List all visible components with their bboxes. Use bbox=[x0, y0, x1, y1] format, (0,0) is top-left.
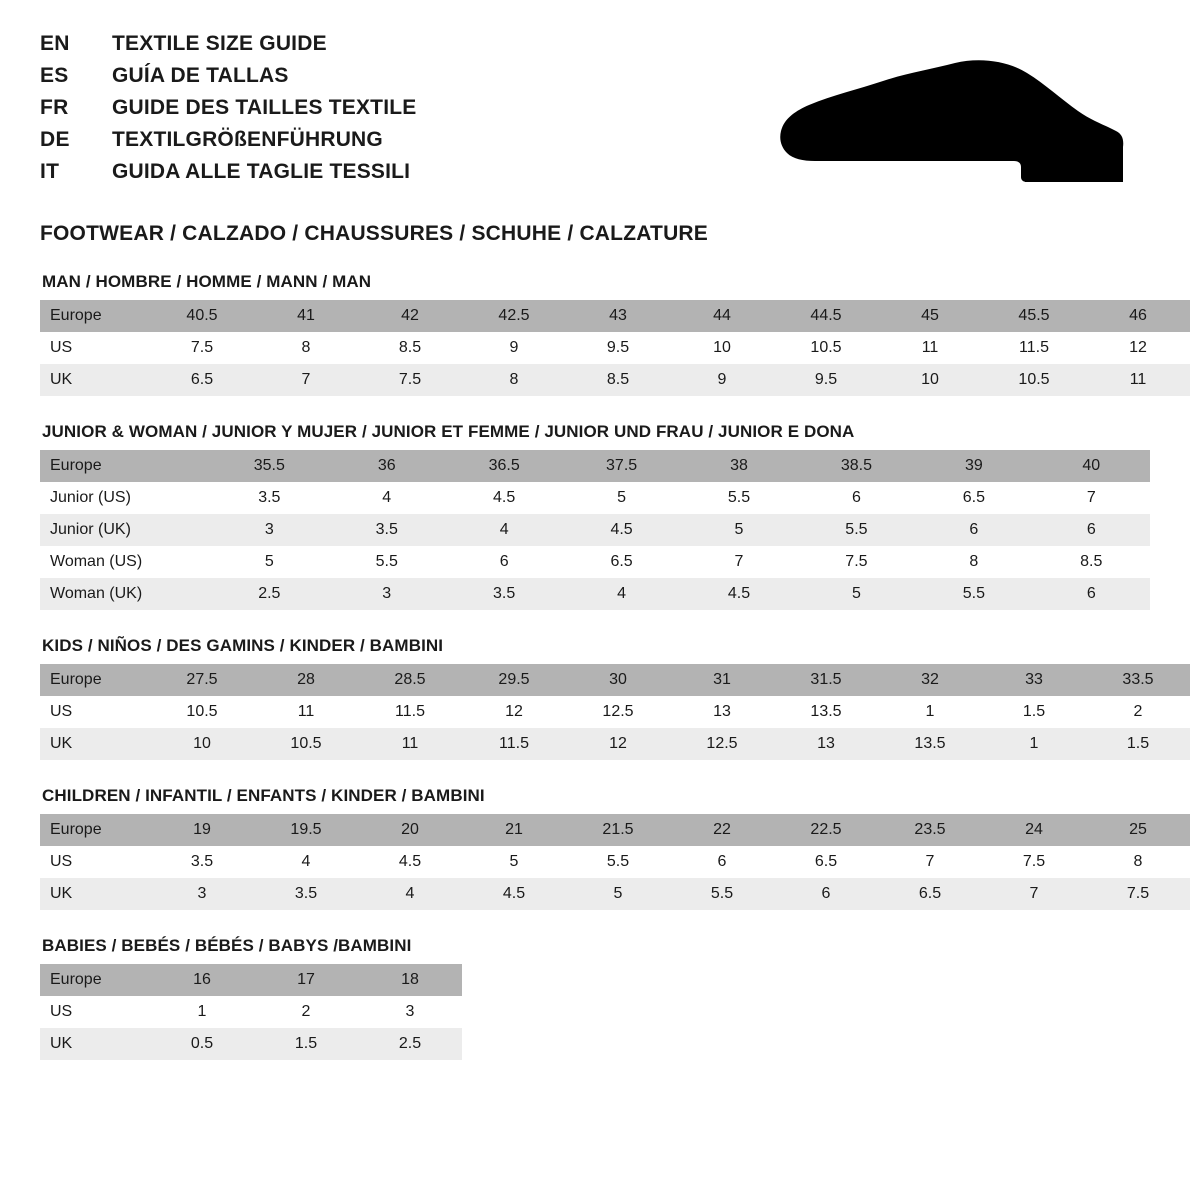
row-label: Europe bbox=[40, 300, 150, 332]
row-label: Europe bbox=[40, 814, 150, 846]
table-row bbox=[40, 878, 1190, 910]
cell: 10.5 bbox=[150, 696, 254, 728]
cell: 4 bbox=[563, 578, 680, 610]
cell: 6.5 bbox=[563, 546, 680, 578]
table-row bbox=[40, 964, 462, 996]
page-header bbox=[40, 32, 1160, 200]
cell: 36.5 bbox=[445, 450, 562, 482]
cell: 6 bbox=[915, 514, 1032, 546]
language-title-list bbox=[40, 32, 416, 192]
cell: 13 bbox=[774, 728, 878, 760]
cell: 45 bbox=[878, 300, 982, 332]
cell: 9.5 bbox=[566, 332, 670, 364]
section-kids bbox=[40, 636, 1160, 760]
cell: 11.5 bbox=[982, 332, 1086, 364]
cell: 13.5 bbox=[774, 696, 878, 728]
cell: 10 bbox=[878, 364, 982, 396]
table-row bbox=[40, 664, 1190, 696]
cell: 8 bbox=[1086, 846, 1190, 878]
row-label: US bbox=[40, 696, 150, 728]
cell: 6 bbox=[798, 482, 915, 514]
section-babies bbox=[40, 936, 1160, 1060]
language-title: GUÍA DE TALLAS bbox=[112, 64, 289, 87]
language-title: GUIDA ALLE TAGLIE TESSILI bbox=[112, 160, 411, 183]
cell: 5 bbox=[680, 514, 797, 546]
cell: 3 bbox=[358, 996, 462, 1028]
table-row bbox=[40, 1028, 462, 1060]
cell: 7.5 bbox=[982, 846, 1086, 878]
cell: 36 bbox=[328, 450, 445, 482]
cell: 8 bbox=[462, 364, 566, 396]
cell: 12.5 bbox=[670, 728, 774, 760]
cell: 42 bbox=[358, 300, 462, 332]
cell: 11 bbox=[254, 696, 358, 728]
cell: 6 bbox=[670, 846, 774, 878]
table-row bbox=[40, 728, 1190, 760]
cell: 5 bbox=[798, 578, 915, 610]
cell: 5.5 bbox=[680, 482, 797, 514]
cell: 31.5 bbox=[774, 664, 878, 696]
section-title: MAN / HOMBRE / HOMME / MANN / MAN bbox=[42, 272, 372, 291]
cell: 22.5 bbox=[774, 814, 878, 846]
table-row bbox=[40, 814, 1190, 846]
cell: 10 bbox=[670, 332, 774, 364]
cell: 3.5 bbox=[150, 846, 254, 878]
size-table-junior-woman bbox=[40, 450, 1150, 610]
cell: 2.5 bbox=[358, 1028, 462, 1060]
section-title: BABIES / BEBÉS / BÉBÉS / BABYS /BAMBINI bbox=[42, 936, 412, 955]
cell: 7 bbox=[680, 546, 797, 578]
cell: 41 bbox=[254, 300, 358, 332]
cell: 37.5 bbox=[563, 450, 680, 482]
cell: 38 bbox=[680, 450, 797, 482]
cell: 10.5 bbox=[774, 332, 878, 364]
cell: 3 bbox=[150, 878, 254, 910]
cell: 19 bbox=[150, 814, 254, 846]
cell: 2 bbox=[254, 996, 358, 1028]
cell: 1.5 bbox=[254, 1028, 358, 1060]
section-title: CHILDREN / INFANTIL / ENFANTS / KINDER / BAMBINI bbox=[42, 786, 485, 805]
size-table-kids bbox=[40, 664, 1190, 760]
cell: 4.5 bbox=[358, 846, 462, 878]
row-label: Woman (US) bbox=[40, 546, 211, 578]
cell: 6.5 bbox=[915, 482, 1032, 514]
table-row bbox=[40, 696, 1190, 728]
cell: 11.5 bbox=[358, 696, 462, 728]
cell: 3 bbox=[328, 578, 445, 610]
cell: 4.5 bbox=[680, 578, 797, 610]
table-row bbox=[40, 846, 1190, 878]
cell: 3.5 bbox=[211, 482, 328, 514]
cell: 7 bbox=[1033, 482, 1150, 514]
cell: 8 bbox=[915, 546, 1032, 578]
table-row bbox=[40, 546, 1150, 578]
cell: 5 bbox=[566, 878, 670, 910]
cell: 3.5 bbox=[445, 578, 562, 610]
row-label: Junior (UK) bbox=[40, 514, 211, 546]
language-title: GUIDE DES TAILLES TEXTILE bbox=[112, 96, 417, 119]
cell: 8.5 bbox=[358, 332, 462, 364]
cell: 11 bbox=[878, 332, 982, 364]
cell: 7 bbox=[254, 364, 358, 396]
row-label: UK bbox=[40, 878, 150, 910]
language-title: TEXTILE SIZE GUIDE bbox=[112, 32, 327, 55]
cell: 5.5 bbox=[566, 846, 670, 878]
row-label: Europe bbox=[40, 964, 150, 996]
table-row bbox=[40, 450, 1150, 482]
table-row bbox=[40, 578, 1150, 610]
cell: 12 bbox=[566, 728, 670, 760]
cell: 2 bbox=[1086, 696, 1190, 728]
cell: 8 bbox=[254, 332, 358, 364]
cell: 33.5 bbox=[1086, 664, 1190, 696]
section-title: JUNIOR & WOMAN / JUNIOR Y MUJER / JUNIOR ET FEMME / JUNIOR UND FRAU / JUNIOR E DONA bbox=[42, 422, 855, 441]
cell: 27.5 bbox=[150, 664, 254, 696]
cell: 9.5 bbox=[774, 364, 878, 396]
cell: 35.5 bbox=[211, 450, 328, 482]
cell: 9 bbox=[670, 364, 774, 396]
cell: 42.5 bbox=[462, 300, 566, 332]
cell: 5.5 bbox=[915, 578, 1032, 610]
cell: 13 bbox=[670, 696, 774, 728]
cell: 6 bbox=[1033, 578, 1150, 610]
cell: 4 bbox=[358, 878, 462, 910]
cell: 11 bbox=[358, 728, 462, 760]
cell: 32 bbox=[878, 664, 982, 696]
section-junior-woman bbox=[40, 422, 1160, 610]
row-label: Woman (UK) bbox=[40, 578, 211, 610]
cell: 8.5 bbox=[566, 364, 670, 396]
table-row bbox=[40, 514, 1150, 546]
cell: 18 bbox=[358, 964, 462, 996]
row-label: US bbox=[40, 332, 150, 364]
cell: 0.5 bbox=[150, 1028, 254, 1060]
cell: 6 bbox=[445, 546, 562, 578]
cell: 7 bbox=[982, 878, 1086, 910]
cell: 16 bbox=[150, 964, 254, 996]
cell: 4 bbox=[328, 482, 445, 514]
cell: 30 bbox=[566, 664, 670, 696]
cell: 1.5 bbox=[982, 696, 1086, 728]
table-row bbox=[40, 364, 1190, 396]
cell: 6.5 bbox=[878, 878, 982, 910]
cell: 5 bbox=[563, 482, 680, 514]
cell: 3.5 bbox=[254, 878, 358, 910]
category-heading: FOOTWEAR / CALZADO / CHAUSSURES / SCHUHE / CALZATURE bbox=[40, 222, 709, 245]
cell: 5.5 bbox=[670, 878, 774, 910]
language-row bbox=[40, 64, 416, 96]
cell: 12 bbox=[1086, 332, 1190, 364]
size-table-babies bbox=[40, 964, 462, 1060]
cell: 6 bbox=[1033, 514, 1150, 546]
cell: 3 bbox=[211, 514, 328, 546]
cell: 7.5 bbox=[1086, 878, 1190, 910]
cell: 7 bbox=[878, 846, 982, 878]
cell: 23.5 bbox=[878, 814, 982, 846]
cell: 3.5 bbox=[328, 514, 445, 546]
language-code: FR bbox=[40, 96, 69, 119]
table-row bbox=[40, 996, 462, 1028]
cell: 28 bbox=[254, 664, 358, 696]
cell: 33 bbox=[982, 664, 1086, 696]
cell: 17 bbox=[254, 964, 358, 996]
cell: 21 bbox=[462, 814, 566, 846]
language-title: TEXTILGRÖßENFÜHRUNG bbox=[112, 128, 383, 151]
cell: 44 bbox=[670, 300, 774, 332]
language-row bbox=[40, 96, 416, 128]
row-label: US bbox=[40, 846, 150, 878]
cell: 40.5 bbox=[150, 300, 254, 332]
cell: 10.5 bbox=[254, 728, 358, 760]
table-row bbox=[40, 482, 1150, 514]
section-man bbox=[40, 272, 1160, 396]
cell: 19.5 bbox=[254, 814, 358, 846]
cell: 22 bbox=[670, 814, 774, 846]
cell: 12 bbox=[462, 696, 566, 728]
cell: 20 bbox=[358, 814, 462, 846]
cell: 7.5 bbox=[798, 546, 915, 578]
cell: 44.5 bbox=[774, 300, 878, 332]
cell: 4.5 bbox=[445, 482, 562, 514]
row-label: Europe bbox=[40, 664, 150, 696]
cell: 11.5 bbox=[462, 728, 566, 760]
table-row bbox=[40, 332, 1190, 364]
language-row bbox=[40, 128, 416, 160]
table-row bbox=[40, 300, 1190, 332]
size-table-children bbox=[40, 814, 1190, 910]
cell: 45.5 bbox=[982, 300, 1086, 332]
cell: 21.5 bbox=[566, 814, 670, 846]
cell: 25 bbox=[1086, 814, 1190, 846]
cell: 7.5 bbox=[358, 364, 462, 396]
cell: 8.5 bbox=[1033, 546, 1150, 578]
cell: 6.5 bbox=[150, 364, 254, 396]
cell: 29.5 bbox=[462, 664, 566, 696]
cell: 9 bbox=[462, 332, 566, 364]
cell: 4 bbox=[445, 514, 562, 546]
cell: 4.5 bbox=[462, 878, 566, 910]
language-code: EN bbox=[40, 32, 70, 55]
section-children bbox=[40, 786, 1160, 910]
cell: 5.5 bbox=[328, 546, 445, 578]
cell: 6 bbox=[774, 878, 878, 910]
cell: 5.5 bbox=[798, 514, 915, 546]
cell: 2.5 bbox=[211, 578, 328, 610]
cell: 1 bbox=[982, 728, 1086, 760]
cell: 5 bbox=[211, 546, 328, 578]
row-label: Europe bbox=[40, 450, 211, 482]
cell: 28.5 bbox=[358, 664, 462, 696]
cell: 1 bbox=[878, 696, 982, 728]
cell: 1 bbox=[150, 996, 254, 1028]
cell: 43 bbox=[566, 300, 670, 332]
dress-shoe-icon bbox=[770, 50, 1130, 200]
cell: 1.5 bbox=[1086, 728, 1190, 760]
size-table-man bbox=[40, 300, 1190, 396]
language-code: ES bbox=[40, 64, 69, 87]
cell: 24 bbox=[982, 814, 1086, 846]
language-row bbox=[40, 32, 416, 64]
section-title: KIDS / NIÑOS / DES GAMINS / KINDER / BAMBINI bbox=[42, 636, 444, 655]
cell: 10.5 bbox=[982, 364, 1086, 396]
cell: 46 bbox=[1086, 300, 1190, 332]
language-code: IT bbox=[40, 160, 60, 183]
language-code: DE bbox=[40, 128, 70, 151]
row-label: UK bbox=[40, 364, 150, 396]
row-label: UK bbox=[40, 1028, 150, 1060]
row-label: Junior (US) bbox=[40, 482, 211, 514]
cell: 7.5 bbox=[150, 332, 254, 364]
cell: 12.5 bbox=[566, 696, 670, 728]
cell: 31 bbox=[670, 664, 774, 696]
cell: 4.5 bbox=[563, 514, 680, 546]
row-label: US bbox=[40, 996, 150, 1028]
cell: 10 bbox=[150, 728, 254, 760]
cell: 11 bbox=[1086, 364, 1190, 396]
cell: 6.5 bbox=[774, 846, 878, 878]
row-label: UK bbox=[40, 728, 150, 760]
cell: 40 bbox=[1033, 450, 1150, 482]
cell: 4 bbox=[254, 846, 358, 878]
cell: 13.5 bbox=[878, 728, 982, 760]
cell: 39 bbox=[915, 450, 1032, 482]
cell: 5 bbox=[462, 846, 566, 878]
language-row bbox=[40, 160, 416, 192]
cell: 38.5 bbox=[798, 450, 915, 482]
